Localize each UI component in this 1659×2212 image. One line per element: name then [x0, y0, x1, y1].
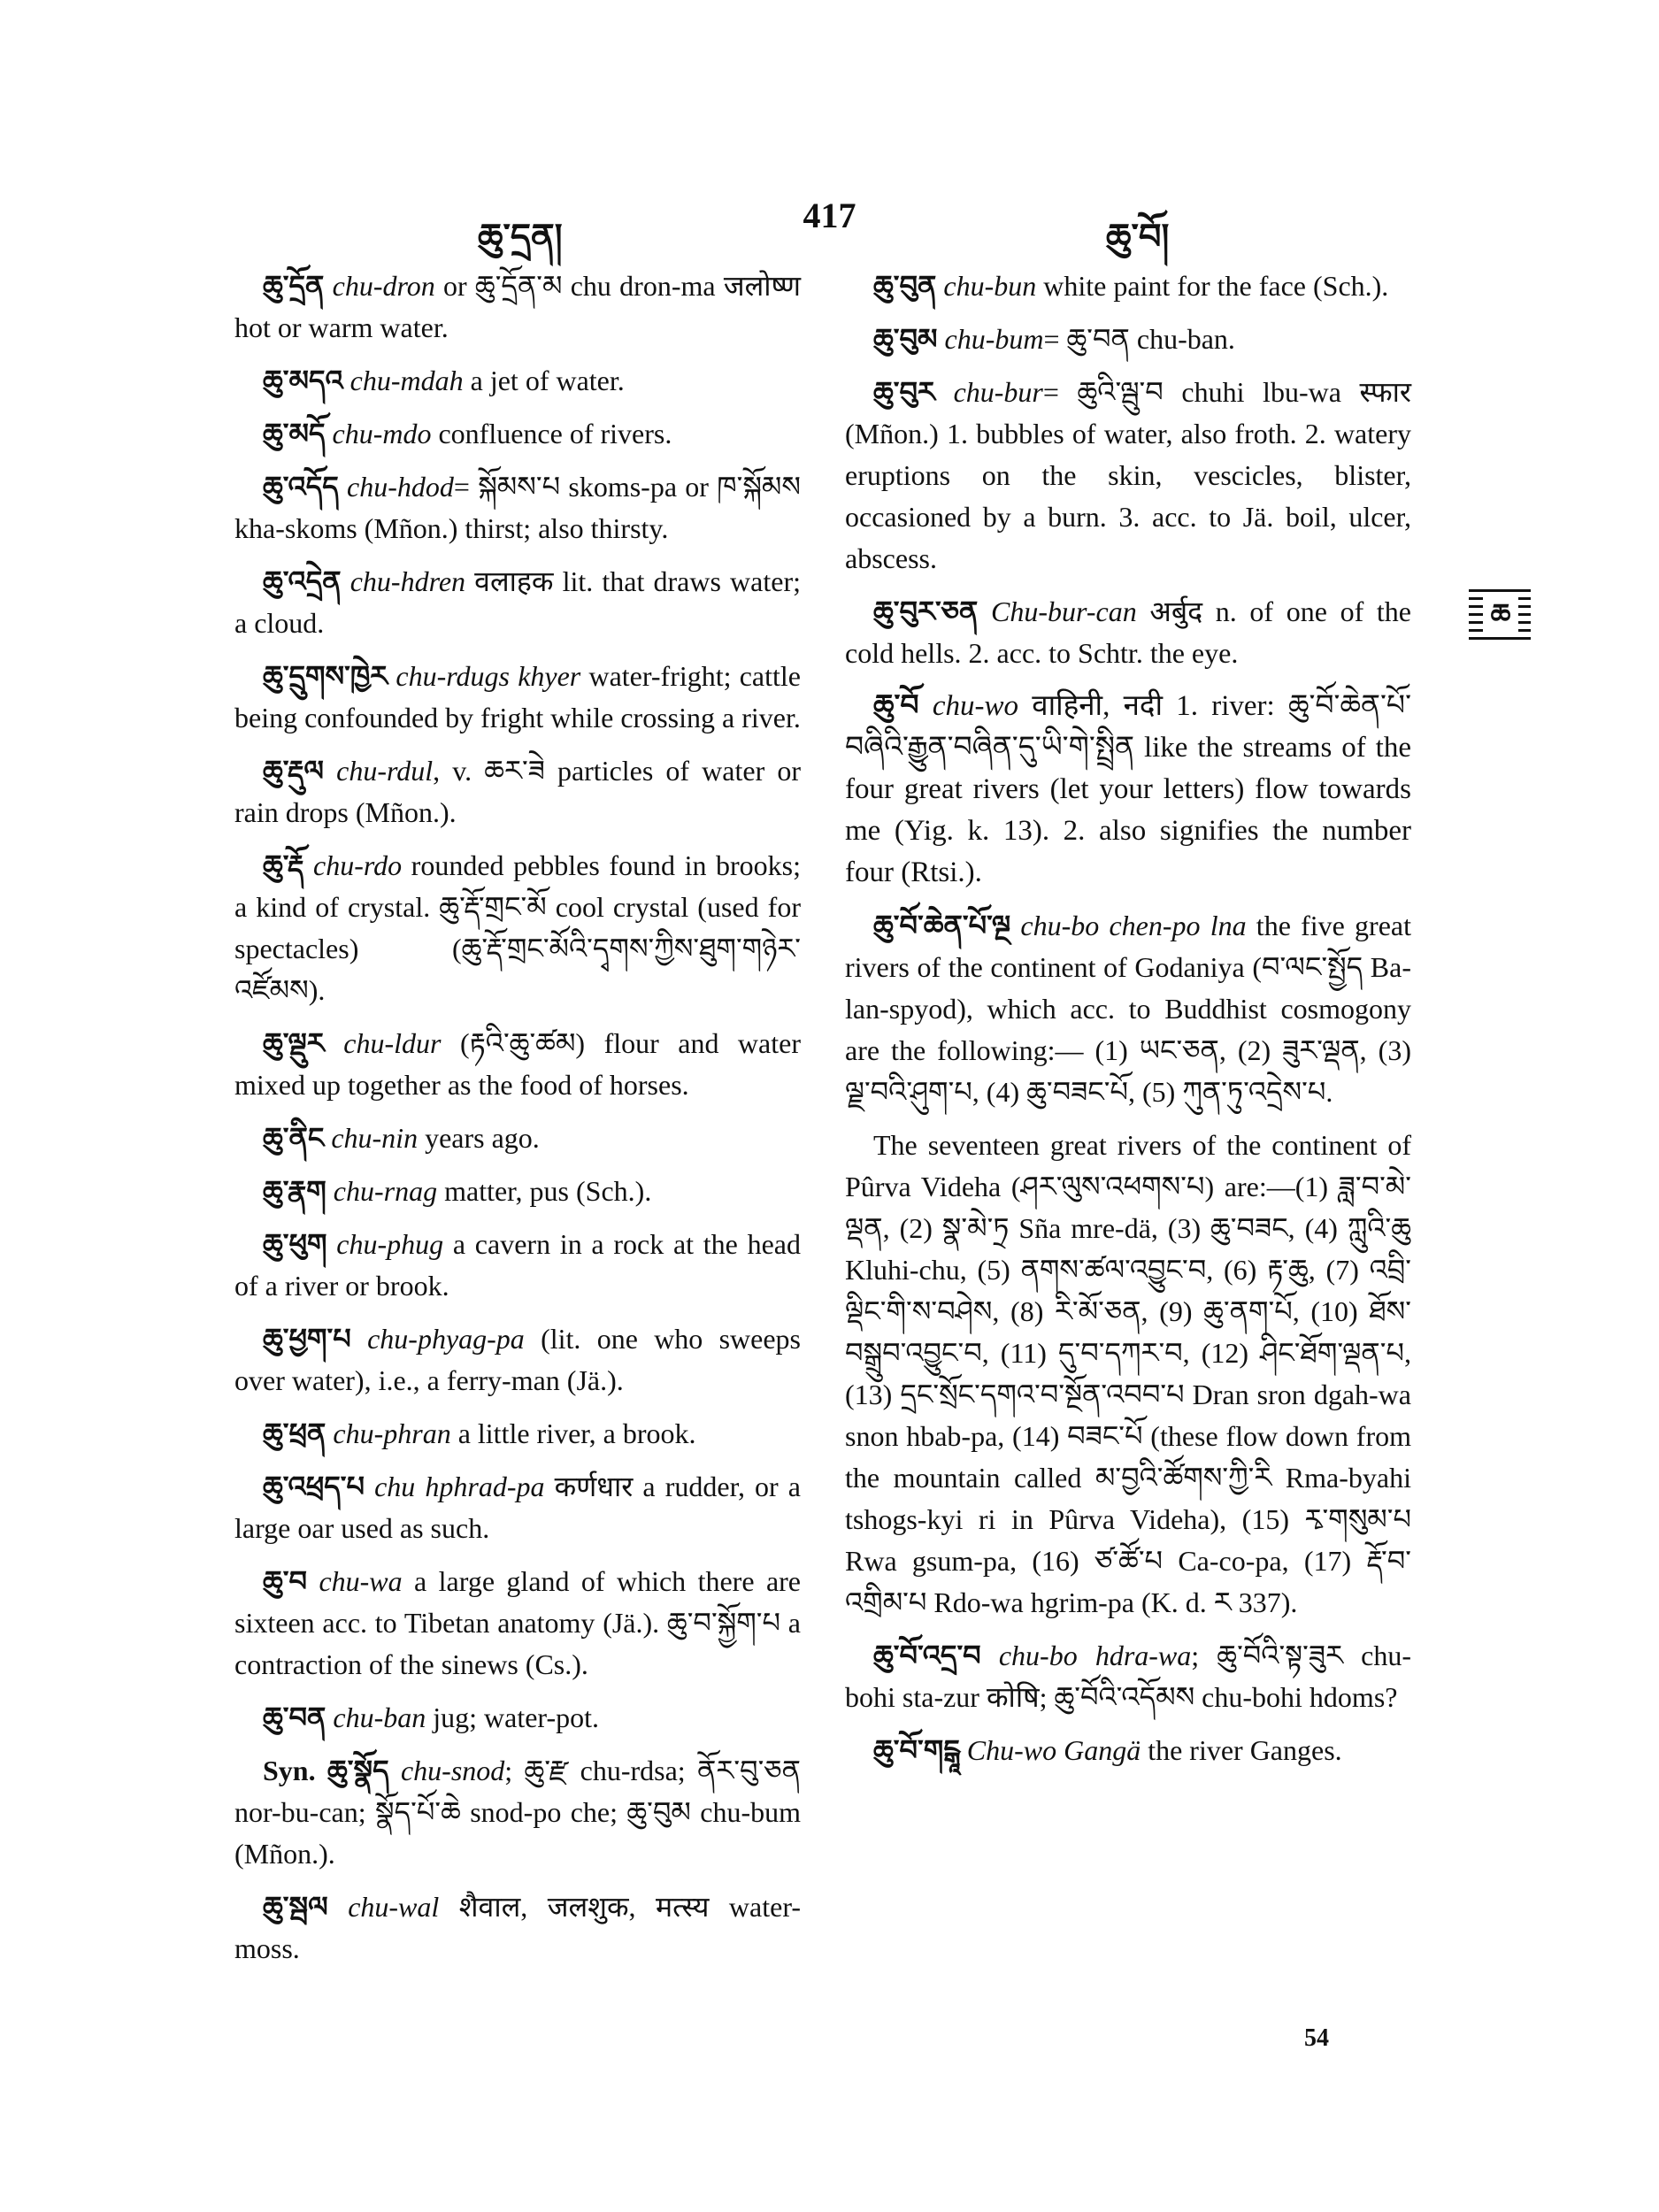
entry-tibetan-headword: ཆུ་འདོད	[263, 471, 339, 503]
entry-tibetan-headword: ཆུ་འཕྲད་པ	[263, 1471, 365, 1502]
entry-tibetan-headword: ཆུ་འདྲེན	[263, 565, 342, 597]
dictionary-entry	[234, 561, 801, 644]
entry-tibetan-headword: ཆུ་མདའ	[263, 365, 343, 396]
entry-transliteration: chu-ban	[333, 1701, 426, 1733]
entry-definition: matter, pus (Sch.).	[437, 1175, 652, 1207]
entry-transliteration: chu-wal	[348, 1891, 440, 1923]
entry-transliteration: chu-rdul	[336, 755, 434, 787]
entry-definition: वलाहक lit. that draws water; a cloud.	[234, 565, 801, 639]
entry-definition: or ཆུ་དྲོན་མ chu dron-ma जलोष्ण hot or warm water.	[234, 270, 801, 343]
dictionary-entry	[845, 265, 1411, 307]
entry-tibetan-headword: ཆུ་བུར	[873, 376, 935, 408]
entry-transliteration: chu-hdren	[349, 565, 466, 597]
entry-tibetan-headword: ཆུ་རྡོ	[263, 849, 304, 881]
entry-tibetan-headword: ཆུ་བུར་ཅན	[873, 595, 979, 627]
right-column	[845, 265, 1411, 1783]
entry-definition: confluence of rivers.	[431, 418, 672, 449]
signature-mark: 54	[1304, 2024, 1329, 2052]
dictionary-entry	[845, 319, 1411, 360]
entry-definition: jug; water-pot.	[426, 1701, 599, 1733]
dictionary-entry	[234, 1886, 801, 1970]
entry-tibetan-headword: ཆུ་ལྡུར	[263, 1027, 325, 1059]
entry-transliteration: chu-rdugs khyer	[396, 660, 581, 692]
dictionary-entry	[845, 1635, 1411, 1718]
entry-tibetan-headword: ཆུ་བོ་གངྒཱ	[873, 1734, 960, 1766]
dictionary-entry	[234, 1118, 801, 1159]
dictionary-entry	[234, 1697, 801, 1739]
entry-tibetan-headword: ཆུ་སྦལ	[263, 1891, 328, 1923]
entry-tibetan-headword: ཆུ་ཕུག	[263, 1228, 327, 1260]
entry-definition: a jet of water.	[463, 365, 625, 396]
dictionary-entry	[234, 750, 801, 833]
dictionary-entry	[234, 1023, 801, 1106]
entry-definition: the five great rivers of the continent of Godaniya (བ་ལང་སྤྱོད Ba-lan-spyod), which acc. to Buddhist cosmogony are the following:— (1) ཡང་ཅན, (2) ཟུར་ལྡན, (3) ལྗ་བའི་ཤུག་པ, (4) ཆུ་བཟང་པོ, (5) ཀུན་ཏུ་འདྲེས་པ.	[845, 910, 1411, 1108]
dictionary-entry	[234, 1466, 801, 1549]
dictionary-entry	[234, 845, 801, 1011]
entry-transliteration: chu-mdo	[332, 418, 432, 449]
entry-tibetan-headword: ཆུ་ཕྱག་པ	[263, 1323, 351, 1355]
entry-definition: white paint for the face (Sch.).	[1036, 270, 1389, 302]
entry-tibetan-headword: ཆུ་ཕྲན	[263, 1417, 326, 1449]
entry-tibetan-headword: ཆུ་བོ་ཆེན་པོ་ལྔ	[873, 910, 1011, 941]
entry-definition: a large gland of which there are sixteen acc. to Tibetan anatomy (Jä.). ཆུ་བ་སྐྱོག་པ a contraction of the sinews (Cs.).	[234, 1565, 802, 1680]
entry-transliteration: chu hphrad-pa	[374, 1471, 545, 1502]
entry-transliteration: Chu-wo Gangä	[966, 1734, 1141, 1766]
entry-tibetan-headword: ཆུ་རྣག	[263, 1175, 326, 1207]
entry-transliteration: chu-bo hdra-wa	[998, 1640, 1192, 1671]
entry-definition: ; ཆུ་བོའི་སྟ་ཟུར chu-bohi sta-zur कोषि; ཆུ་བོའི་འདོམས chu-bohi hdoms?	[845, 1640, 1411, 1713]
entry-definition: , v. ཆར་ཟེ particles of water or rain drops (Mñon.).	[234, 755, 801, 828]
dictionary-entry	[845, 1125, 1411, 1624]
entry-tibetan-headword: ཆུ་བ	[263, 1565, 308, 1597]
dictionary-entry	[845, 372, 1411, 580]
entry-definition: The seventeen great rivers of the continent of Pûrva Videha (ཤར་ལུས་འཕགས་པ) are:—(1) ཟླ་བ་མེ་ལྡན, (2) སྣ་མེ་ཏྲ Sña mre-dä, (3) ཆུ་བཟང, (4) ཀླུའི་ཆུ Kluhi-chu, (5) ནགས་ཚལ་འབྱུང་བ, (6) རྟ་ཆུ, (7) འབྲི་ལྡིང་གི་ས་བཤེས, (8) རི་མོ་ཅན, (9) ཆུ་ནག་པོ, (10) ཐོས་བསྒྲུབ་འབྱུང་བ, (11) དུ་བ་དཀར་བ, (12) ཤིང་ཐོག་ལྡན་པ, (13) དྲང་སྲོང་དགའ་བ་སྔོན་འབབ་པ Dran sron dgah-wa snon hbab-pa, (14) བཟང་པོ (these flow down from the mountain called མ་བྱའི་ཚོགས་ཀྱི་རི Rma-byahi tshogs-kyi ri in Pûrva Videha), (15) རྭ་གསུམ་པ Rwa gsum-pa, (16) ཙ་ཚོ་པ Ca-co-pa, (17) རྡོ་བ་འགྲིམ་པ Rdo-wa hgrim-pa (K. d. ར 337).	[845, 1129, 1411, 1618]
entry-transliteration: Chu-bur-can	[991, 595, 1137, 627]
entry-transliteration: chu-dron	[332, 270, 435, 302]
entry-definition: शैवाल, जलशुक, मत्स्य water-moss.	[234, 1891, 801, 1964]
entry-transliteration: chu-mdah	[349, 365, 464, 396]
page-number: 417	[803, 196, 856, 235]
entry-transliteration: chu-wo	[932, 690, 1019, 722]
entry-transliteration: chu-phyag-pa	[367, 1323, 525, 1355]
left-running-head: ཆུ་དྲན།	[478, 216, 563, 257]
thumb-tab-letter: ཆ	[1483, 595, 1518, 634]
dictionary-entry	[845, 905, 1411, 1113]
entry-transliteration: chu-nin	[331, 1122, 419, 1154]
entry-definition: कर्णधार a rudder, or a large oar used as such.	[234, 1471, 801, 1544]
entry-definition: years ago.	[418, 1122, 540, 1154]
dictionary-entry	[234, 1561, 801, 1686]
entry-tibetan-headword: ཆུ་ནིང	[263, 1122, 325, 1154]
dictionary-entry	[234, 466, 801, 549]
entry-definition: water-fright; cattle being confounded by fright while crossing a river.	[234, 660, 802, 733]
entry-transliteration: chu-bum	[944, 323, 1044, 355]
left-column	[234, 265, 801, 1981]
entry-definition: वाहिनी, नदी 1. river: ཆུ་བོ་ཆེན་པོ་བཞིའི་རྒྱུན་བཞིན་དུ་ཡི་གེ་སྤྲིན like the streams of the four great rivers (let your letters) flow towards me (Yig. k. 13). 2. also signifies the number four (Rtsi.).	[845, 690, 1411, 888]
entry-transliteration: chu-bo chen-po lna	[1020, 910, 1247, 941]
dictionary-entry	[234, 360, 801, 402]
dictionary-entry	[234, 1318, 801, 1402]
entry-definition: = སྐོམས་པ skoms-pa or ཁ་སྐོམས kha-skoms (Mñon.) thirst; also thirsty.	[234, 471, 801, 544]
entry-tibetan-headword: ཆུ་དྲུགས་ཁྱེར	[263, 660, 388, 692]
entry-tibetan-headword: ཆུ་བོ	[873, 690, 919, 722]
entry-definition: = ཆུའི་ལྦུ་བ chuhi lbu-wa स्फार (Mñon.) 1. bubbles of water, also froth. 2. watery eruptions on the skin, vescicles, blister, occasioned by a burn. 3. acc. to Jä. boil, ulcer, abscess.	[845, 376, 1412, 574]
dictionary-entry	[234, 1750, 801, 1875]
dictionary-entry	[234, 1413, 801, 1455]
entry-tibetan-headword: Syn. ཆུ་སྣོད	[263, 1755, 389, 1786]
thumb-index-tab	[1469, 589, 1531, 641]
entry-definition: a little river, a brook.	[450, 1417, 696, 1449]
entry-transliteration: chu-phug	[336, 1228, 444, 1260]
right-running-head: ཆུ་བོ།	[1106, 216, 1170, 257]
entry-tibetan-headword: ཆུ་མདོ	[263, 418, 326, 449]
entry-tibetan-headword: ཆུ་དྲོན	[263, 270, 325, 302]
entry-transliteration: chu-snod	[400, 1755, 505, 1786]
dictionary-entry	[234, 656, 801, 739]
entry-tibetan-headword: ཆུ་བོ་འདྲ་བ	[873, 1640, 981, 1671]
entry-transliteration: chu-bun	[943, 270, 1037, 302]
entry-tibetan-headword: ཆུ་རྡུལ	[263, 755, 325, 787]
entry-transliteration: chu-rnag	[333, 1175, 438, 1207]
dictionary-entry	[845, 686, 1411, 894]
entry-tibetan-headword: ཆུ་བུན	[873, 270, 937, 302]
entry-transliteration: chu-hdod	[347, 471, 454, 503]
entry-transliteration: chu-bur	[953, 376, 1043, 408]
entry-definition: = ཆུ་བན chu-ban.	[1043, 323, 1235, 355]
dictionary-entry	[234, 413, 801, 455]
dictionary-entry	[234, 1224, 801, 1307]
entry-definition: the river Ganges.	[1141, 1734, 1342, 1766]
entry-definition: (lit. one who sweeps over water), i.e., a ferry-man (Jä.).	[234, 1323, 802, 1396]
entry-definition: (རྟའི་ཆུ་ཚམ) flour and water mixed up together as the food of horses.	[234, 1027, 801, 1101]
entry-definition: a cavern in a rock at the head of a river or brook.	[234, 1228, 802, 1302]
entry-transliteration: chu-phran	[333, 1417, 451, 1449]
dictionary-entry	[845, 591, 1411, 674]
entry-transliteration: chu-wa	[319, 1565, 403, 1597]
dictionary-entry	[234, 1171, 801, 1212]
entry-transliteration: chu-ldur	[343, 1027, 442, 1059]
dictionary-entry	[845, 1730, 1411, 1771]
entry-tibetan-headword: ཆུ་བུམ	[873, 323, 938, 355]
entry-definition: rounded pebbles found in brooks; a kind of crystal. ཆུ་རྡོ་གྲང་མོ cool crystal (used for spectacles) (ཆུ་རྡོ་གྲང་མོའི་དྭགས་ཀྱིས་ཐུག་གཉེར་འཛོམས).	[234, 849, 801, 1006]
entry-transliteration: chu-rdo	[312, 849, 403, 881]
page-header	[0, 186, 1659, 257]
entry-definition: ; ཆུ་རྫ chu-rdsa; ནོར་བུ་ཅན nor-bu-can; སྣོད་པོ་ཆེ snod-po che; ཆུ་བུམ chu-bum (Mñon.).	[234, 1755, 801, 1870]
dictionary-entry	[234, 265, 801, 349]
entry-tibetan-headword: ཆུ་བན	[263, 1701, 326, 1733]
entry-definition: अर्बुद n. of one of the cold hells. 2. acc. to Schtr. the eye.	[845, 595, 1412, 669]
